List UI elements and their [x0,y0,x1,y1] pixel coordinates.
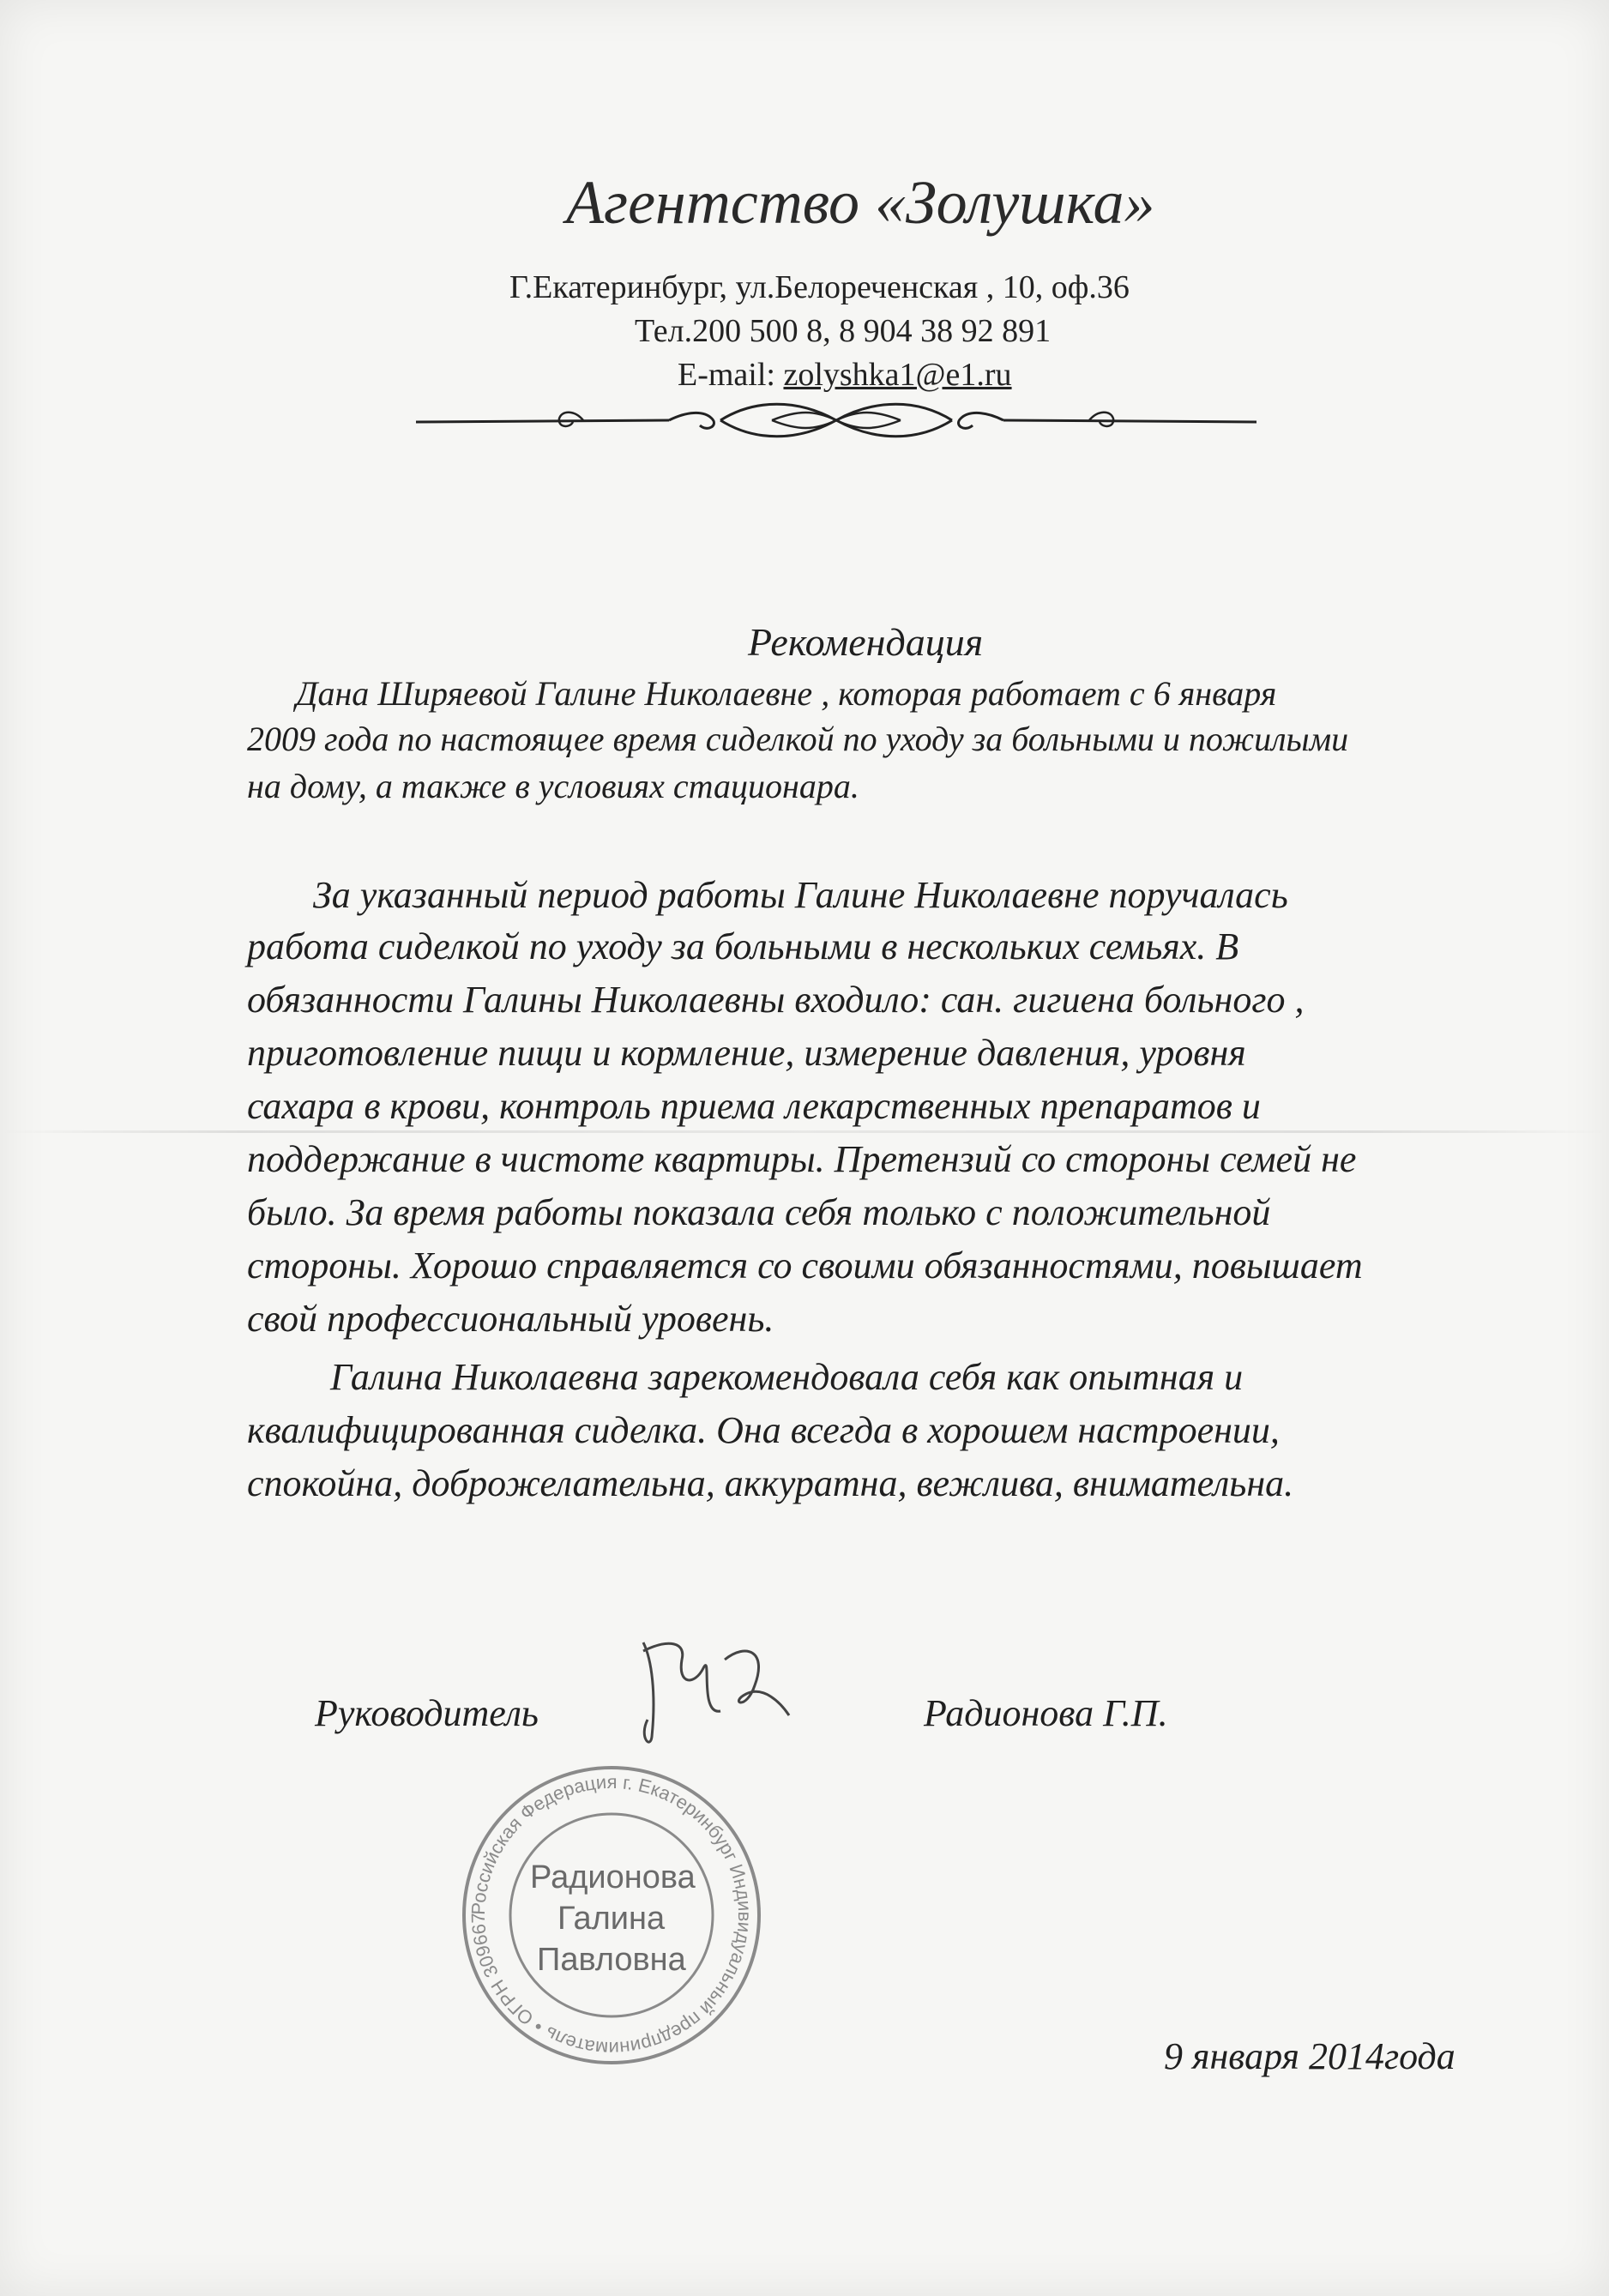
handwritten-signature [618,1634,806,1754]
para2-line-6: поддержание в чистоте квартиры. Претензий со стороны семей не [247,1138,1357,1180]
para1-line-3: на дому, а также в условиях стационара. [247,767,859,805]
email-label: E-mail: [678,357,784,393]
para2-line-3: обязанности Галины Николаевны входило: сан. гигиена больного , [247,979,1305,1021]
para1-line-1: Дана Ширяевой Галине Николаевне , которая работает с 6 января [296,674,1277,713]
para3-line-2: квалифицированная сиделка. Она всегда в хорошем настроении, [247,1409,1280,1451]
agency-phone: Тел.200 500 8, 8 904 38 92 891 [635,313,1052,349]
stamp-ring-text: Российская Федерация г. Екатеринбург Индивидуальный предприниматель • ОГРН 309667 [467,1770,756,2060]
para2-line-1: За указанный период работы Галине Николаевне поручалась [313,874,1288,916]
para2-line-9: свой профессиональный уровень. [247,1298,774,1340]
agency-address: Г.Екатеринбург, ул.Белореченская , 10, оф.36 [509,269,1130,305]
para1-line-2: 2009 года по настоящее время сиделкой по уходу за больными и пожилыми [247,720,1349,758]
para3-line-1: Галина Николаевна зарекомендовала себя как опытная и [330,1356,1244,1398]
para2-line-2: работа сиделкой по уходу за больными в нескольких семьях. В [247,925,1239,967]
stamp-name-line-1: Радионова [530,1859,696,1895]
letter-date: 9 января 2014года [1164,2035,1455,2077]
letter-title: Рекомендация [748,620,984,664]
para2-line-7: было. За время работы показала себя только с положительной [247,1191,1271,1233]
para2-line-8: стороны. Хорошо справляется со своими обязанностями, повышает [247,1244,1363,1287]
official-stamp [453,1757,770,2074]
stamp-name-line-3: Павловна [537,1942,686,1978]
agency-name: Агентство «Золушка» [566,168,1155,237]
stamp-name-line-2: Галина [557,1901,666,1937]
para3-line-3: спокойна, доброжелательна, аккуратна, вежлива, внимательна. [247,1462,1294,1504]
para2-line-4: приготовление пищи и кормление, измерение давления, уровня [247,1032,1246,1074]
signer-name: Радионова Г.П. [924,1692,1168,1734]
para2-line-5: сахара в крови, контроль приема лекарственных препаратов и [247,1085,1261,1127]
signer-role: Руководитель [315,1692,539,1734]
email-link[interactable]: zolyshka1@e1.ru [783,357,1012,393]
